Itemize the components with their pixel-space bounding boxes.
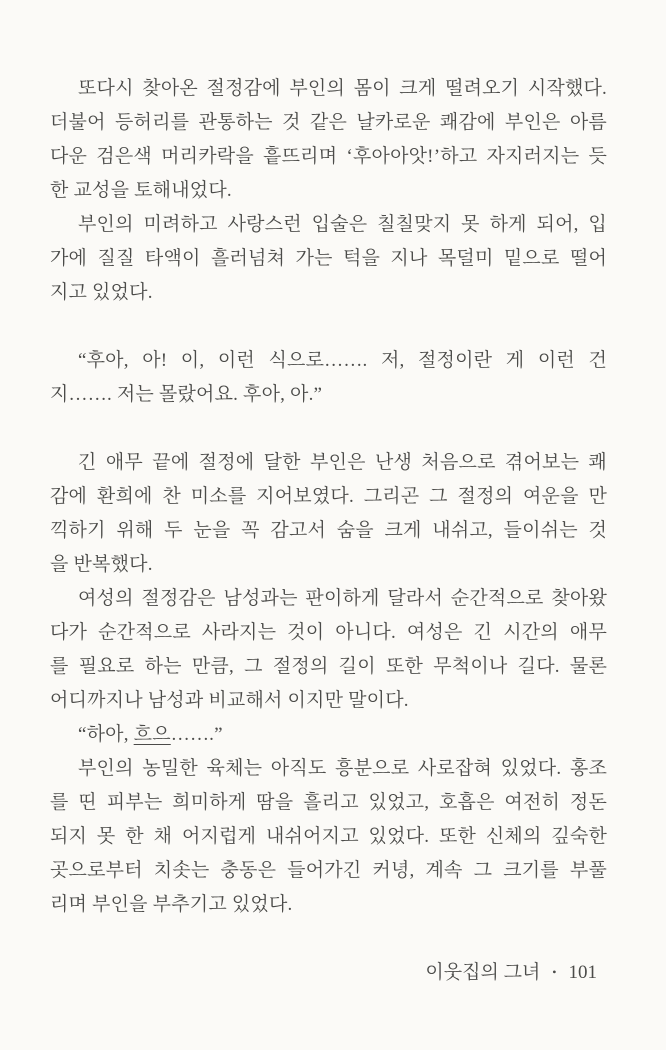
text-line: 또다시 찾아온 절정감에 부인의 몸이 크게 떨려오기 시작했다. — [78, 78, 607, 99]
paragraph-5 — [50, 582, 607, 718]
text-line: 되지 못 한 채 어지럽게 내쉬어지고 있었다. 또한 신체의 깊숙한 — [50, 826, 607, 847]
text-line: 더불어 등허리를 관통하는 것 같은 날카로운 쾌감에 부인은 아름 — [50, 112, 607, 133]
text-line: 부인의 미려하고 사랑스런 입술은 칠칠맞지 못 하게 되어, 입 — [78, 214, 607, 235]
text-block — [50, 72, 607, 922]
text-line: 다운 검은색 머리카락을 흩뜨리며 ‘후아아앗!’하고 자지러지는 듯 — [50, 146, 607, 167]
paragraph-3-dialogue — [50, 344, 607, 412]
text-line: 지고 있었다. — [50, 282, 153, 303]
text-line: 을 반복했다. — [50, 554, 153, 575]
page-footer — [425, 957, 597, 988]
text-line: 한 교성을 토해내었다. — [50, 180, 232, 201]
paragraph-7 — [50, 752, 607, 922]
text-line: 다가 순간적으로 사라지는 것이 아니다. 여성은 긴 시간의 애무 — [50, 622, 607, 643]
quote-suffix: …….” — [170, 724, 223, 745]
text-line: 지……. 저는 몰랐어요. 후아, 아.” — [50, 384, 323, 405]
text-line: 를 필요로 하는 만큼, 그 절정의 길이 또한 무척이나 길다. 물론 — [50, 656, 607, 677]
quote-prefix: “하아, — [78, 724, 134, 745]
footer-page-number: 101 — [568, 962, 597, 983]
text-line: 곳으로부터 치솟는 충동은 들어가긴 커녕, 계속 그 크기를 부풀 — [50, 860, 607, 881]
text-line — [50, 718, 607, 752]
footer-separator-dot: • — [552, 965, 557, 979]
text-line: 끽하기 위해 두 눈을 꼭 감고서 숨을 크게 내쉬고, 들이쉬는 것 — [50, 520, 607, 541]
text-line: 긴 애무 끝에 절정에 달한 부인은 난생 처음으로 겪어보는 쾌 — [78, 452, 607, 473]
paragraph-4 — [50, 446, 607, 582]
paragraph-1 — [50, 72, 607, 208]
text-line: 가에 질질 타액이 흘러넘쳐 가는 턱을 지나 목덜미 밑으로 떨어 — [50, 248, 607, 269]
text-line: “후아, 아! 이, 이런 식으로……. 저, 절정이란 게 이런 건 — [78, 350, 607, 371]
text-line: 감에 환희에 찬 미소를 지어보였다. 그리곤 그 절정의 여운을 만 — [50, 486, 607, 507]
paragraph-6-dialogue — [50, 718, 607, 752]
paragraph-2 — [50, 208, 607, 310]
quote-emphasis-underlined: 흐으 — [133, 724, 171, 745]
footer-book-title: 이웃집의 그녀 — [425, 962, 541, 983]
text-line: 여성의 절정감은 남성과는 판이하게 달라서 순간적으로 찾아왔 — [78, 588, 607, 609]
text-line: 를 띤 피부는 희미하게 땀을 흘리고 있었고, 호흡은 여전히 정돈 — [50, 792, 607, 813]
text-line: 리며 부인을 부추기고 있었다. — [50, 894, 293, 915]
text-line: 어디까지나 남성과 비교해서 이지만 말이다. — [50, 690, 409, 711]
text-line: 부인의 농밀한 육체는 아직도 흥분으로 사로잡혀 있었다. 홍조 — [78, 758, 607, 779]
